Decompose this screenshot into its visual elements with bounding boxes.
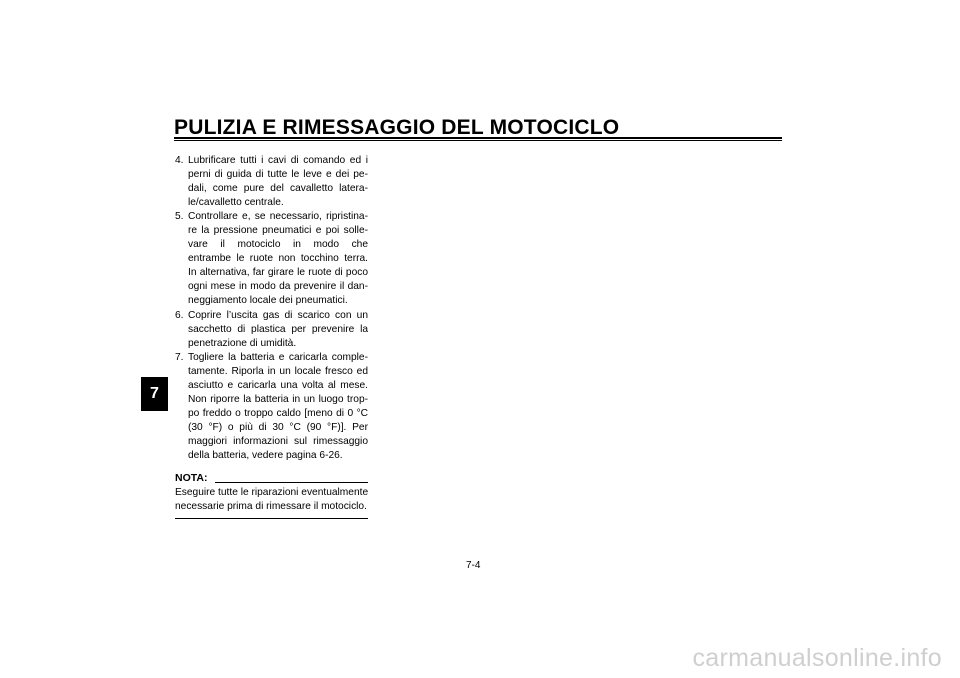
note-heading (175, 471, 368, 485)
text-line: sacchetto di plastica per prevenire la (188, 323, 368, 335)
list-item-number: 7. (175, 351, 184, 363)
text-line: In alternativa, far girare le ruote di poco (188, 267, 368, 279)
chapter-tab: 7 (141, 377, 168, 411)
page-title: PULIZIA E RIMESSAGGIO DEL MOTOCICLO (174, 116, 620, 139)
list-item-number: 4. (175, 155, 184, 166)
note-text-line: necessarie prima di rimessare il motociclo. (175, 500, 367, 512)
text-line: Lubrificare tutti i cavi di comando ed i (188, 155, 368, 166)
list-item (175, 351, 368, 463)
list-item-number: 5. (175, 211, 184, 223)
text-line: (30 °F) o più di 30 °C (90 °F)]. Per (188, 421, 368, 433)
text-line: ogni mese in modo da prevenire il dan- (188, 281, 368, 293)
text-line: perni di guida di tutte le leve e dei pe- (188, 169, 368, 181)
text-line: le/cavalletto centrale. (188, 197, 284, 209)
list-item (175, 154, 368, 210)
text-line: maggiori informazioni sul rimessaggio (188, 435, 368, 447)
text-line: asciutto e caricarla una volta al mese. (188, 379, 368, 391)
text-line: Non riporre la batteria in un luogo trop- (188, 393, 368, 405)
text-line: penetrazione di umidità. (188, 337, 297, 349)
text-line: re la pressione pneumatici e poi solle- (188, 225, 368, 237)
text-line: Controllare e, se necessario, ripristina- (188, 211, 368, 223)
title-divider (174, 137, 782, 141)
text-line: Togliere la batteria e caricarla comple- (188, 351, 368, 363)
page-number: 7-4 (466, 560, 481, 571)
note-text-line: Eseguire tutte le riparazioni eventualmente (175, 487, 369, 499)
list-item (175, 210, 368, 308)
content-column (175, 154, 368, 519)
note-top-rule (215, 482, 368, 483)
text-line: Coprire l’uscita gas di scarico con un (188, 309, 368, 321)
text-line: vare il motociclo in modo che (188, 239, 368, 251)
text-line: tamente. Riporla in un locale fresco ed (188, 365, 368, 377)
text-line: dali, come pure del cavalletto latera- (188, 183, 368, 195)
note-body (175, 486, 368, 519)
list-item-number: 6. (175, 309, 184, 321)
note-label: NOTA: (175, 472, 208, 485)
text-line: neggiamento locale dei pneumatici. (188, 295, 348, 307)
text-line: entrambe le ruote non tocchino terra. (188, 253, 368, 265)
list-item (175, 309, 368, 351)
watermark: carmanualsonline.info (692, 644, 942, 672)
text-line: della batteria, vedere pagina 6-26. (188, 449, 343, 461)
text-line: po freddo o troppo caldo [meno di 0 °C (188, 407, 368, 419)
